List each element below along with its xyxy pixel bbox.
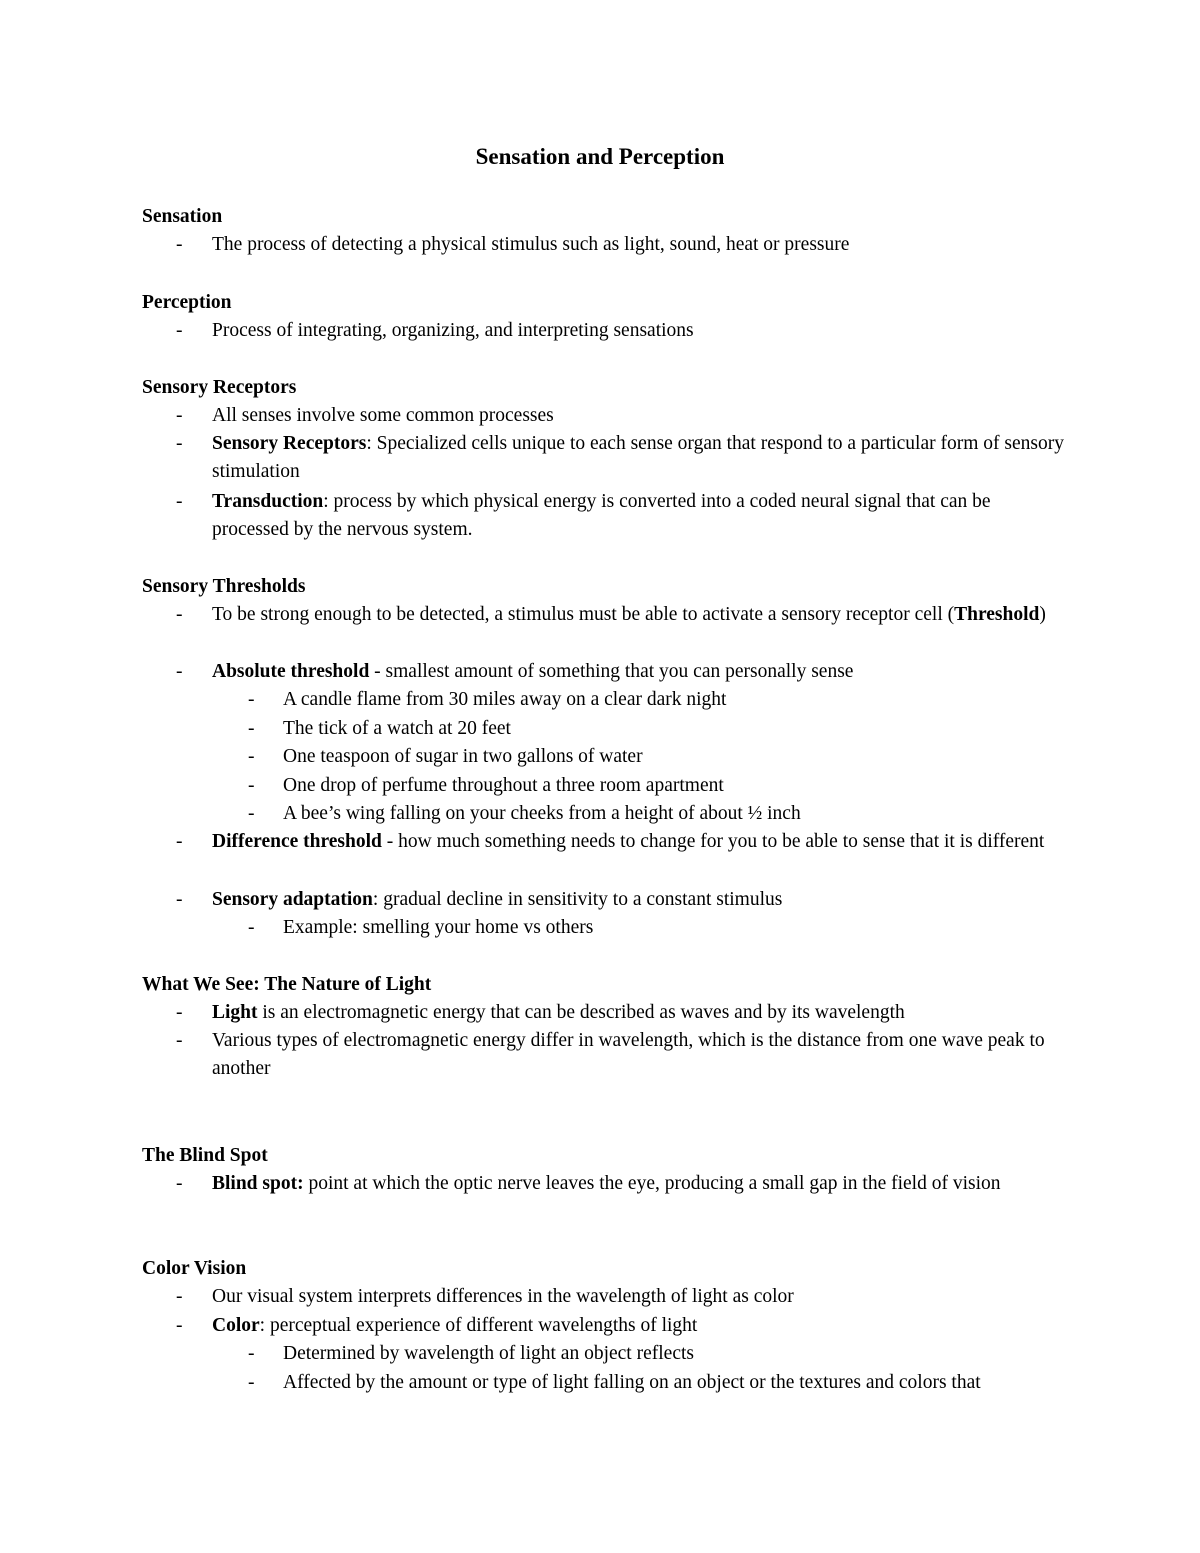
bullet-dash: - — [176, 1030, 183, 1051]
list-item: - The process of detecting a physical stimulus such as light, sound, heat or pressure — [212, 231, 1072, 259]
bullet-dash: - — [248, 1372, 255, 1393]
list-item: - Transduction: process by which physical energy is converted into a coded neural signal that can be processed by the nervous system. — [212, 488, 1072, 545]
bullet-dash: - — [248, 746, 255, 767]
list-item: - Process of integrating, organizing, and interpreting sensations — [212, 317, 1072, 345]
term: Light — [212, 1002, 258, 1023]
term: Sensory adaptation — [212, 889, 373, 910]
term: Absolute threshold — [212, 661, 370, 682]
bullet-dash: - — [176, 1286, 183, 1307]
sub-list-item: - The tick of a watch at 20 feet — [283, 715, 1083, 743]
bullet-dash: - — [176, 1002, 183, 1023]
bullet-dash: - — [248, 803, 255, 824]
heading-sensory-receptors: Sensory Receptors — [142, 377, 297, 398]
list-item: - Color: perceptual experience of different wavelengths of light — [212, 1312, 1072, 1340]
bullet-dash: - — [248, 718, 255, 739]
heading-perception: Perception — [142, 292, 232, 313]
heading-sensory-thresholds: Sensory Thresholds — [142, 576, 306, 597]
sub-list-item: - A candle flame from 30 miles away on a clear dark night — [283, 686, 1083, 714]
heading-blind-spot: The Blind Spot — [142, 1145, 268, 1166]
sub-list-item: - A bee’s wing falling on your cheeks from a height of about ½ inch — [283, 800, 1083, 828]
sub-list-item: - One teaspoon of sugar in two gallons of water — [283, 743, 1083, 771]
list-item: - To be strong enough to be detected, a stimulus must be able to activate a sensory receptor cell (Threshold) — [212, 601, 1072, 629]
bullet-dash: - — [176, 1315, 183, 1336]
list-item: - Absolute threshold - smallest amount of something that you can personally sense — [212, 658, 1072, 686]
list-item: - Sensory Receptors: Specialized cells unique to each sense organ that respond to a particular form of sensory stimulation — [212, 430, 1072, 487]
bullet-dash: - — [176, 661, 183, 682]
bullet-dash: - — [176, 405, 183, 426]
bullet-dash: - — [248, 1343, 255, 1364]
bullet-dash: - — [248, 775, 255, 796]
bullet-dash: - — [176, 491, 183, 512]
list-item: - Various types of electromagnetic energy differ in wavelength, which is the distance from one wave peak to another — [212, 1027, 1072, 1084]
heading-color-vision: Color Vision — [142, 1258, 247, 1279]
bullet-dash: - — [176, 320, 183, 341]
list-item: - Difference threshold - how much something needs to change for you to be able to sense that it is different — [212, 828, 1072, 856]
sub-list-item: - Example: smelling your home vs others — [283, 914, 1083, 942]
sub-list-item: - Determined by wavelength of light an object reflects — [283, 1340, 1083, 1368]
heading-nature-of-light: What We See: The Nature of Light — [142, 974, 432, 995]
sub-list-item: - One drop of perfume throughout a three room apartment — [283, 772, 1083, 800]
list-item: - Sensory adaptation: gradual decline in sensitivity to a constant stimulus — [212, 886, 1072, 914]
bullet-dash: - — [176, 831, 183, 852]
list-item: - Light is an electromagnetic energy that can be described as waves and by its wavelength — [212, 999, 1072, 1027]
bullet-dash: - — [248, 917, 255, 938]
bullet-dash: - — [176, 889, 183, 910]
term: Transduction — [212, 491, 324, 512]
list-item: - Blind spot: point at which the optic nerve leaves the eye, producing a small gap in the field of vision — [212, 1170, 1072, 1198]
bullet-dash: - — [176, 433, 183, 454]
list-item: - Our visual system interprets differences in the wavelength of light as color — [212, 1283, 1072, 1311]
term: Difference threshold — [212, 831, 382, 852]
bullet-dash: - — [176, 604, 183, 625]
bullet-dash: - — [176, 1173, 183, 1194]
term: Blind spot: — [212, 1173, 304, 1194]
term: Threshold — [954, 604, 1040, 625]
bullet-dash: - — [248, 689, 255, 710]
bullet-dash: - — [176, 234, 183, 255]
sub-list-item: - Affected by the amount or type of light falling on an object or the textures and colors that — [283, 1369, 1113, 1397]
term: Color — [212, 1315, 260, 1336]
term: Sensory Receptors — [212, 433, 367, 454]
page-title: Sensation and Perception — [475, 144, 725, 169]
list-item: - All senses involve some common processes — [212, 402, 1072, 430]
heading-sensation: Sensation — [142, 206, 223, 227]
